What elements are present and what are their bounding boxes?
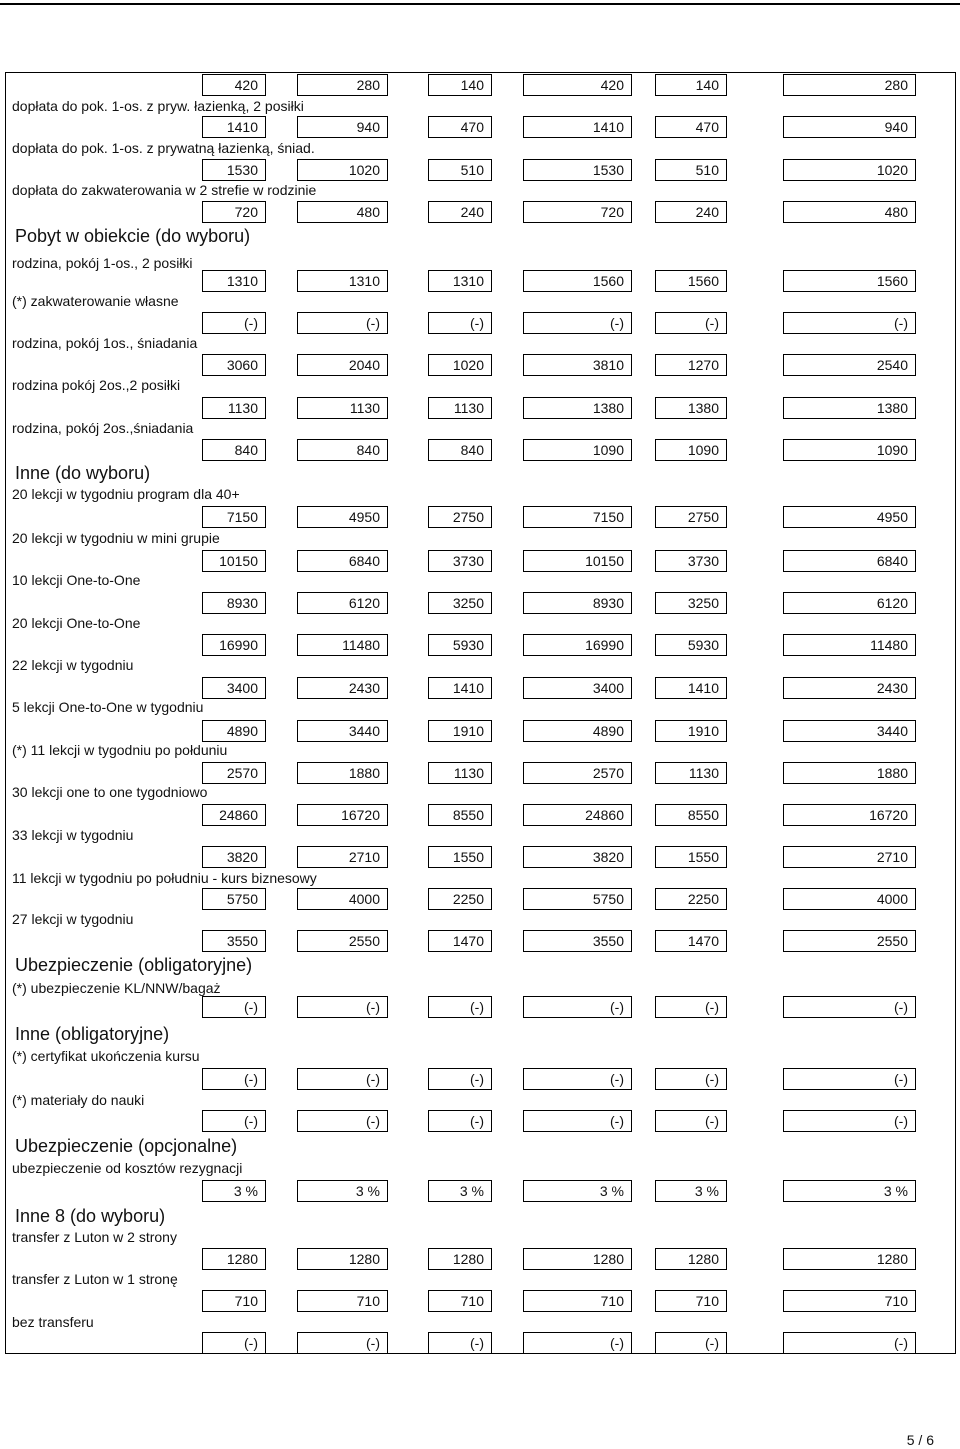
value-cell: (-) [523, 996, 632, 1018]
value-cell: 1310 [297, 270, 388, 292]
value-cell: 4950 [783, 506, 916, 528]
item-label: rodzina pokój 2os.,2 posiłki [12, 377, 181, 393]
value-cell: (-) [297, 996, 388, 1018]
item-label: 10 lekcji One-to-One [12, 572, 141, 588]
value-cell: (-) [655, 312, 727, 334]
value-cell: 11480 [783, 634, 916, 656]
value-row [0, 1180, 960, 1202]
value-cell: 480 [783, 201, 916, 223]
value-row [0, 804, 960, 826]
value-cell: (-) [428, 312, 492, 334]
value-cell: 3 % [297, 1180, 388, 1202]
value-cell: (-) [655, 1110, 727, 1132]
value-cell: 3060 [202, 354, 266, 376]
value-cell: 16720 [783, 804, 916, 826]
value-cell: 16720 [297, 804, 388, 826]
value-cell: 840 [202, 439, 266, 461]
item-label: bez transferu [12, 1314, 94, 1330]
value-cell: 5750 [202, 888, 266, 910]
value-cell: (-) [783, 1110, 916, 1132]
item-label-row [0, 868, 960, 888]
top-rule [0, 3, 960, 5]
value-cell: (-) [297, 312, 388, 334]
item-label: (*) 11 lekcji w tygodniu po połduniu [12, 742, 228, 758]
value-row [0, 592, 960, 614]
value-cell: 1550 [655, 846, 727, 868]
value-cell: (-) [523, 1332, 632, 1354]
value-cell: 1550 [428, 846, 492, 868]
value-cell: 3400 [523, 677, 632, 699]
value-cell: 1880 [297, 762, 388, 784]
item-label-row [0, 1046, 960, 1066]
value-cell: 6840 [297, 550, 388, 572]
value-cell: 2250 [428, 888, 492, 910]
value-cell: (-) [783, 1332, 916, 1354]
value-cell: 8930 [202, 592, 266, 614]
item-label: rodzina, pokój 1os., śniadania [12, 335, 198, 351]
value-cell: (-) [783, 996, 916, 1018]
item-label-row [0, 978, 960, 998]
section-heading: Ubezpieczenie (obligatoryjne) [15, 955, 253, 975]
value-cell: 510 [428, 159, 492, 181]
item-label-row [0, 418, 960, 438]
value-cell: 420 [523, 74, 632, 96]
item-label: 33 lekcji w tygodniu [12, 827, 134, 843]
value-cell: 1280 [297, 1248, 388, 1270]
value-cell: 16990 [202, 634, 266, 656]
value-cell: 4890 [523, 720, 632, 742]
value-row [0, 1068, 960, 1090]
value-cell: 2750 [655, 506, 727, 528]
value-cell: (-) [428, 1068, 492, 1090]
section-heading: Inne (do wyboru) [15, 463, 151, 483]
value-cell: 710 [655, 1290, 727, 1312]
value-cell: 6120 [297, 592, 388, 614]
value-cell: (-) [523, 312, 632, 334]
item-label: 27 lekcji w tygodniu [12, 911, 134, 927]
value-cell: (-) [523, 1068, 632, 1090]
item-label: (*) zakwaterowanie własne [12, 293, 179, 309]
value-cell: 2430 [297, 677, 388, 699]
value-row [0, 550, 960, 572]
value-row [0, 159, 960, 181]
value-row [0, 116, 960, 138]
item-label-row [0, 570, 960, 590]
item-label: 5 lekcji One-to-One w tygodniu [12, 699, 204, 715]
value-cell: 710 [428, 1290, 492, 1312]
item-label: 20 lekcji w tygodniu program dla 40+ [12, 486, 240, 502]
value-cell: 7150 [202, 506, 266, 528]
item-label: transfer z Luton w 1 stronę [12, 1271, 178, 1287]
value-cell: (-) [428, 1332, 492, 1354]
value-cell: 840 [297, 439, 388, 461]
value-cell: 5930 [428, 634, 492, 656]
value-cell: 1310 [428, 270, 492, 292]
value-cell: 2570 [202, 762, 266, 784]
value-cell: 16990 [523, 634, 632, 656]
value-cell: 3440 [783, 720, 916, 742]
value-row [0, 846, 960, 868]
value-cell: 710 [202, 1290, 266, 1312]
value-cell: 1020 [297, 159, 388, 181]
value-row [0, 720, 960, 742]
value-cell: 8550 [428, 804, 492, 826]
value-cell: 3 % [655, 1180, 727, 1202]
value-cell: (-) [202, 1068, 266, 1090]
value-cell: 710 [523, 1290, 632, 1312]
item-label: 20 lekcji w tygodniu w mini grupie [12, 530, 220, 546]
item-label-row [0, 138, 960, 158]
value-cell: 1130 [655, 762, 727, 784]
value-row [0, 439, 960, 461]
value-row [0, 996, 960, 1018]
value-cell: (-) [297, 1332, 388, 1354]
value-cell: 2040 [297, 354, 388, 376]
value-cell: 7150 [523, 506, 632, 528]
value-cell: 24860 [523, 804, 632, 826]
value-cell: 1280 [655, 1248, 727, 1270]
value-row [0, 354, 960, 376]
item-label: ubezpieczenie od kosztów rezygnacji [12, 1160, 243, 1176]
value-cell: (-) [523, 1110, 632, 1132]
value-cell: 1130 [428, 397, 492, 419]
value-row [0, 930, 960, 952]
value-cell: 4000 [783, 888, 916, 910]
value-row [0, 74, 960, 96]
value-cell: 420 [202, 74, 266, 96]
section-heading-row [0, 224, 960, 248]
value-cell: 1280 [202, 1248, 266, 1270]
value-row [0, 397, 960, 419]
value-cell: 2430 [783, 677, 916, 699]
value-row [0, 634, 960, 656]
value-cell: (-) [428, 1110, 492, 1132]
item-label-row [0, 333, 960, 353]
value-cell: 1380 [523, 397, 632, 419]
item-label: (*) ubezpieczenie KL/NNW/bagaż [12, 980, 221, 996]
value-cell: (-) [202, 1110, 266, 1132]
value-cell: 1410 [428, 677, 492, 699]
value-cell: 3250 [428, 592, 492, 614]
value-cell: 470 [655, 116, 727, 138]
page-number: 5 / 6 [906, 1432, 934, 1448]
value-row [0, 201, 960, 223]
value-cell: 710 [783, 1290, 916, 1312]
value-cell: 1280 [523, 1248, 632, 1270]
value-cell: 10150 [523, 550, 632, 572]
value-cell: 1560 [655, 270, 727, 292]
value-row [0, 1110, 960, 1132]
value-cell: (-) [297, 1068, 388, 1090]
value-cell: 4890 [202, 720, 266, 742]
item-label: 11 lekcji w tygodniu po południu - kurs biznesowy [12, 870, 317, 886]
value-cell: 1910 [655, 720, 727, 742]
value-cell: 1130 [428, 762, 492, 784]
item-label-row [0, 1312, 960, 1332]
value-cell: 6840 [783, 550, 916, 572]
value-cell: (-) [655, 1068, 727, 1090]
value-cell: 3 % [783, 1180, 916, 1202]
value-cell: 1090 [523, 439, 632, 461]
value-cell: 1020 [783, 159, 916, 181]
value-row [0, 1248, 960, 1270]
section-heading: Inne 8 (do wyboru) [15, 1206, 166, 1226]
item-label-row [0, 613, 960, 633]
item-label: dopłata do pok. 1-os. z pryw. łazienką, 2 posiłki [12, 98, 304, 114]
value-cell: 1270 [655, 354, 727, 376]
item-label-row [0, 782, 960, 802]
value-cell: 3400 [202, 677, 266, 699]
value-cell: 1410 [202, 116, 266, 138]
value-cell: 1130 [297, 397, 388, 419]
item-label-row [0, 1158, 960, 1178]
item-label: rodzina, pokój 1-os., 2 posiłki [12, 255, 193, 271]
value-cell: 1470 [428, 930, 492, 952]
item-label-row [0, 655, 960, 675]
value-cell: (-) [202, 996, 266, 1018]
value-cell: (-) [655, 1332, 727, 1354]
item-label-row [0, 528, 960, 548]
value-cell: 8550 [655, 804, 727, 826]
value-cell: 3730 [655, 550, 727, 572]
item-label: transfer z Luton w 2 strony [12, 1229, 177, 1245]
item-label: rodzina, pokój 2os.,śniadania [12, 420, 194, 436]
value-cell: 710 [297, 1290, 388, 1312]
item-label: dopłata do pok. 1-os. z prywatną łazienką, śniad. [12, 140, 315, 156]
value-cell: 2710 [783, 846, 916, 868]
item-label-row [0, 375, 960, 395]
item-label-row [0, 1090, 960, 1110]
item-label: (*) materiały do nauki [12, 1092, 145, 1108]
value-cell: 1470 [655, 930, 727, 952]
value-cell: 5750 [523, 888, 632, 910]
value-cell: 3820 [202, 846, 266, 868]
value-cell: 1530 [202, 159, 266, 181]
value-cell: 3 % [523, 1180, 632, 1202]
item-label-row [0, 180, 960, 200]
value-cell: 6120 [783, 592, 916, 614]
value-row [0, 506, 960, 528]
value-cell: (-) [202, 1332, 266, 1354]
value-row [0, 312, 960, 334]
value-cell: 3820 [523, 846, 632, 868]
value-cell: (-) [783, 1068, 916, 1090]
value-cell: 240 [655, 201, 727, 223]
value-row [0, 1290, 960, 1312]
item-label: dopłata do zakwaterowania w 2 strefie w rodzinie [12, 182, 317, 198]
value-cell: 940 [783, 116, 916, 138]
value-cell: 1280 [428, 1248, 492, 1270]
value-row [0, 1332, 960, 1354]
section-heading: Pobyt w obiekcie (do wyboru) [15, 226, 251, 246]
section-heading-row [0, 1134, 960, 1158]
section-heading: Ubezpieczenie (opcjonalne) [15, 1136, 238, 1156]
item-label: 22 lekcji w tygodniu [12, 657, 134, 673]
value-cell: 1410 [655, 677, 727, 699]
section-heading: Inne (obligatoryjne) [15, 1024, 170, 1044]
value-cell: 3250 [655, 592, 727, 614]
value-cell: 480 [297, 201, 388, 223]
item-label: 20 lekcji One-to-One [12, 615, 141, 631]
value-cell: 2550 [297, 930, 388, 952]
value-cell: 24860 [202, 804, 266, 826]
value-cell: 1530 [523, 159, 632, 181]
value-cell: 1910 [428, 720, 492, 742]
value-cell: 1560 [783, 270, 916, 292]
value-cell: 240 [428, 201, 492, 223]
value-cell: 2710 [297, 846, 388, 868]
section-heading-row [0, 1204, 960, 1228]
value-cell: 11480 [297, 634, 388, 656]
value-cell: 10150 [202, 550, 266, 572]
value-cell: 140 [655, 74, 727, 96]
item-label: 30 lekcji one to one tygodniowo [12, 784, 208, 800]
value-cell: 3810 [523, 354, 632, 376]
value-cell: 1280 [783, 1248, 916, 1270]
value-cell: 140 [428, 74, 492, 96]
item-label-row [0, 96, 960, 116]
value-cell: 1410 [523, 116, 632, 138]
value-cell: 1880 [783, 762, 916, 784]
value-cell: 3730 [428, 550, 492, 572]
value-cell: 1130 [202, 397, 266, 419]
section-heading-row [0, 1022, 960, 1046]
value-cell: 1310 [202, 270, 266, 292]
value-cell: 2540 [783, 354, 916, 376]
value-cell: 3 % [202, 1180, 266, 1202]
value-cell: 3550 [523, 930, 632, 952]
value-row [0, 762, 960, 784]
value-cell: (-) [202, 312, 266, 334]
item-label-row [0, 484, 960, 504]
value-cell: 5930 [655, 634, 727, 656]
item-label-row [0, 697, 960, 717]
value-row [0, 270, 960, 292]
value-cell: 1090 [783, 439, 916, 461]
value-cell: 8930 [523, 592, 632, 614]
value-cell: 3550 [202, 930, 266, 952]
value-row [0, 888, 960, 910]
value-cell: 1090 [655, 439, 727, 461]
value-cell: 1020 [428, 354, 492, 376]
item-label-row [0, 825, 960, 845]
value-row [0, 677, 960, 699]
item-label-row [0, 740, 960, 760]
item-label-row [0, 1269, 960, 1289]
value-cell: 1560 [523, 270, 632, 292]
value-cell: (-) [297, 1110, 388, 1132]
item-label-row [0, 909, 960, 929]
value-cell: 2750 [428, 506, 492, 528]
item-label-row [0, 1227, 960, 1247]
value-cell: 3 % [428, 1180, 492, 1202]
value-cell: (-) [655, 996, 727, 1018]
value-cell: 2550 [783, 930, 916, 952]
section-heading-row [0, 461, 960, 485]
value-cell: 1380 [655, 397, 727, 419]
value-cell: 940 [297, 116, 388, 138]
value-cell: 720 [523, 201, 632, 223]
section-heading-row [0, 953, 960, 977]
value-cell: 2250 [655, 888, 727, 910]
value-cell: 840 [428, 439, 492, 461]
value-cell: 2570 [523, 762, 632, 784]
value-cell: 4950 [297, 506, 388, 528]
value-cell: (-) [428, 996, 492, 1018]
value-cell: 470 [428, 116, 492, 138]
value-cell: 280 [783, 74, 916, 96]
value-cell: 4000 [297, 888, 388, 910]
value-cell: 1380 [783, 397, 916, 419]
value-cell: 720 [202, 201, 266, 223]
value-cell: 510 [655, 159, 727, 181]
item-label-row [0, 291, 960, 311]
value-cell: 280 [297, 74, 388, 96]
value-cell: (-) [783, 312, 916, 334]
item-label: (*) certyfikat ukończenia kursu [12, 1048, 200, 1064]
value-cell: 3440 [297, 720, 388, 742]
